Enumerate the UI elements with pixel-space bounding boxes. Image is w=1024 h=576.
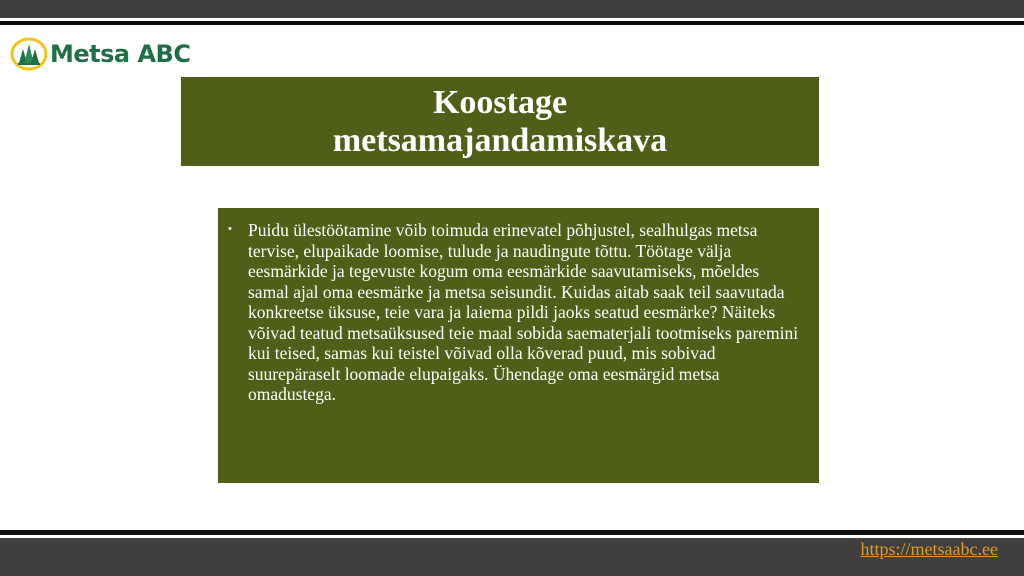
top-divider-dark (0, 21, 1024, 25)
slide-title-line1: Koostage (432, 83, 568, 121)
brand-logo[interactable] (10, 37, 190, 71)
bullet-icon: • (228, 223, 232, 235)
slide-title-line2: metsamajandamiskava (332, 121, 668, 159)
forest-trees-icon (10, 37, 48, 71)
top-bar (0, 0, 1024, 18)
bullet-item (228, 220, 799, 405)
slide-title-box (181, 77, 819, 166)
content-box (218, 208, 819, 483)
website-link[interactable]: https://metsaabc.ee (860, 539, 998, 559)
brand-name: Metsa ABC (50, 40, 191, 68)
bullet-text: Puidu ülestöötamine võib toimuda erinevatel põhjustel, sealhulgas metsa tervise, elupaikade loomise, tulude ja naudingute tõttu. Töötage välja eesmärkide ja tegevuste kogum oma eesmärkide saavutamiseks, mõeldes samal ajal oma eesmärke ja metsa seisundit. Kuidas aitab saak teil saavutada konkreetse üksuse, teie vara ja laiema pildi jaoks seatud eesmärke? Näiteks võivad teatud metsaüksused teie maal sobida saematerjali tootmiseks paremini kui teised, samas kui teistel võivad olla kõverad puud, mis sobivad suurepäraselt loomade elupaigaks. Ühendage oma eesmärgid metsa omadustega. (248, 220, 799, 404)
